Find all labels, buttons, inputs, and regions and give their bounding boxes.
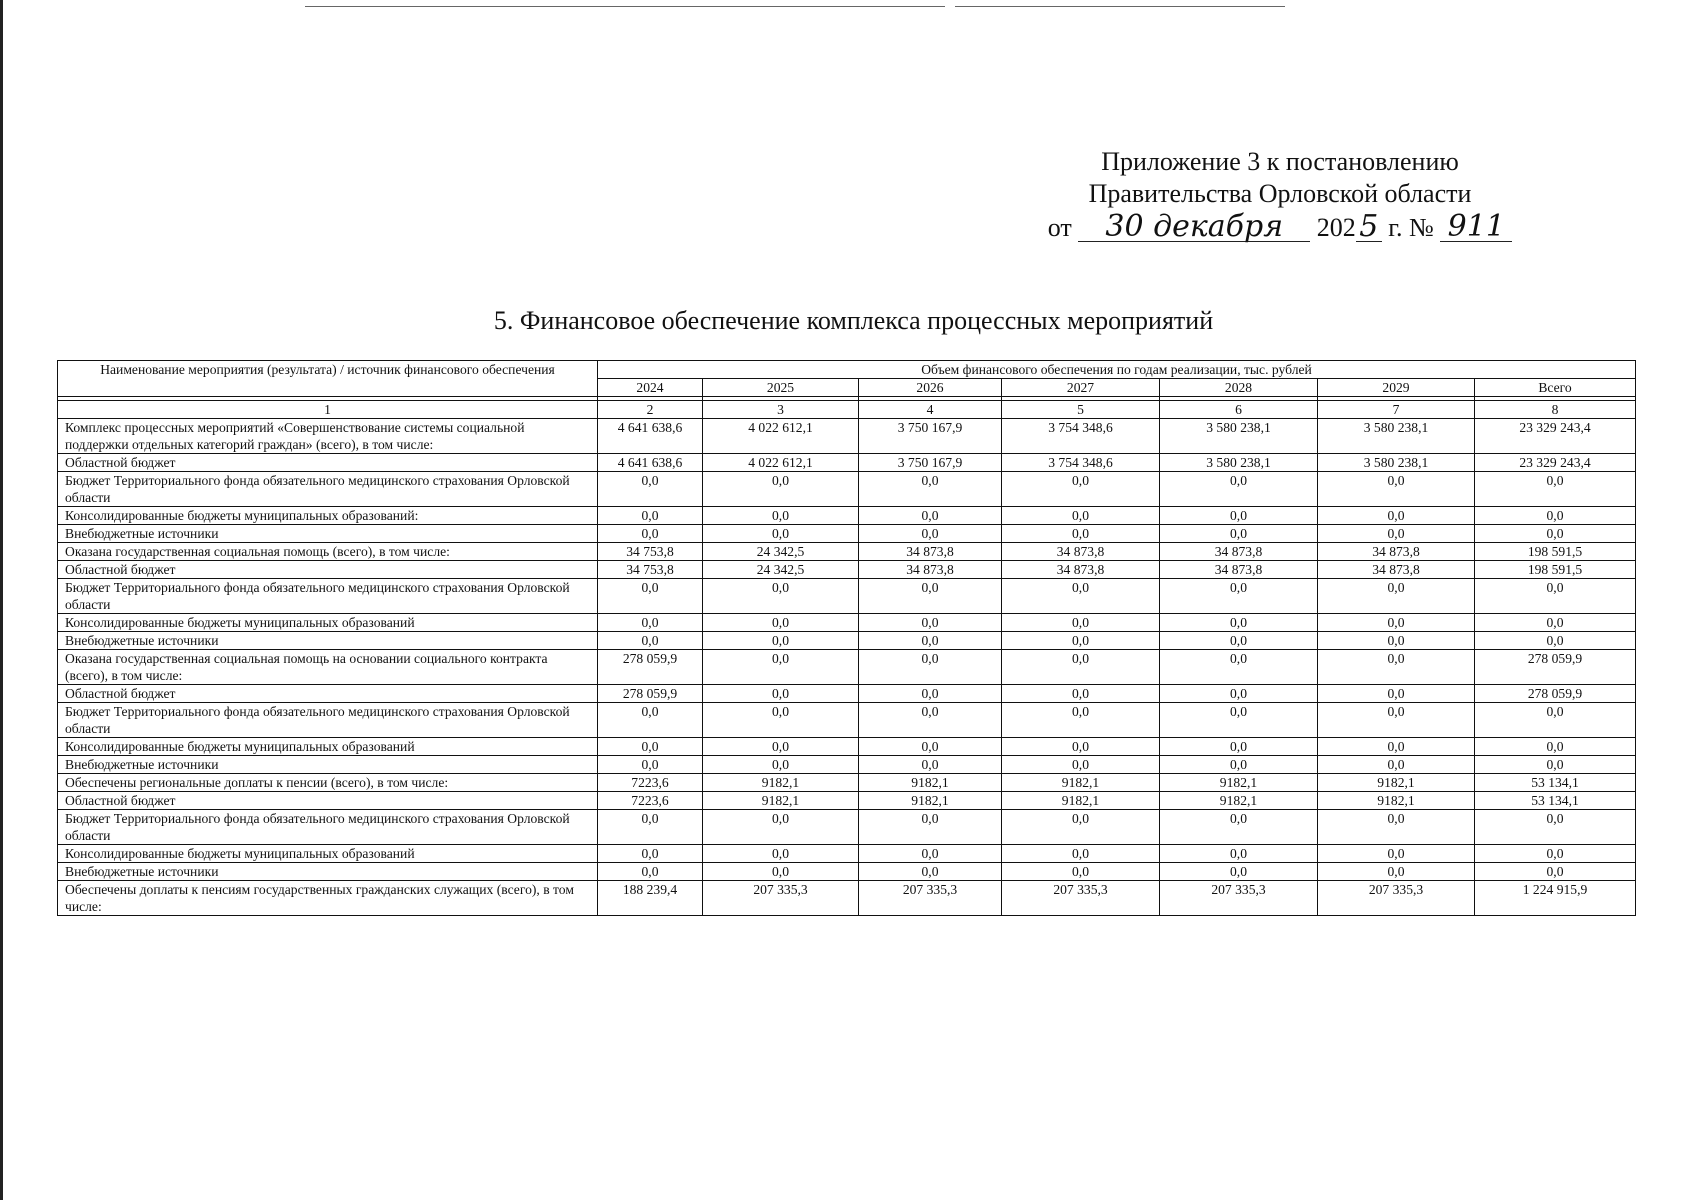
row-value-cell: 3 580 238,1 [1318,419,1475,454]
row-value-cell: 0,0 [1475,756,1636,774]
row-value-cell: 0,0 [1002,810,1160,845]
row-value-cell: 9182,1 [1002,792,1160,810]
row-value-cell: 3 754 348,6 [1002,454,1160,472]
row-value-cell: 207 335,3 [1318,881,1475,916]
row-value-cell: 278 059,9 [598,685,703,703]
appendix-header [1000,146,1560,244]
table-row [58,507,1636,525]
row-value-cell: 0,0 [1475,525,1636,543]
header-row [58,361,1636,379]
row-value-cell: 0,0 [1002,632,1160,650]
header-year-cell: 2029 [1318,379,1475,397]
row-value-cell: 0,0 [703,525,859,543]
row-value-cell: 0,0 [703,703,859,738]
row-name-cell: Бюджет Территориального фонда обязательного медицинского страхования Орловской области [58,810,598,845]
top-rule [955,6,1285,7]
row-value-cell: 0,0 [859,738,1002,756]
row-value-cell: 34 753,8 [598,543,703,561]
row-name-cell: Областной бюджет [58,454,598,472]
row-value-cell: 207 335,3 [1160,881,1318,916]
row-value-cell: 0,0 [859,579,1002,614]
row-value-cell: 0,0 [703,845,859,863]
row-value-cell: 0,0 [598,756,703,774]
row-value-cell: 0,0 [703,650,859,685]
row-value-cell: 24 342,5 [703,561,859,579]
table-row [58,863,1636,881]
row-value-cell: 34 873,8 [859,543,1002,561]
financing-table [57,360,1636,916]
row-value-cell: 0,0 [703,756,859,774]
header-year-cell: 2028 [1160,379,1318,397]
row-value-cell: 0,0 [703,810,859,845]
row-value-cell: 0,0 [1475,863,1636,881]
row-value-cell: 0,0 [1318,614,1475,632]
row-value-cell: 0,0 [1475,738,1636,756]
row-value-cell: 0,0 [859,810,1002,845]
row-value-cell: 0,0 [1318,863,1475,881]
row-value-cell: 3 580 238,1 [1160,419,1318,454]
row-value-cell: 3 754 348,6 [1002,419,1160,454]
header-year-cell: 2024 [598,379,703,397]
row-name-cell: Внебюджетные источники [58,525,598,543]
row-name-cell: Обеспечены региональные доплаты к пенсии (всего), в том числе: [58,774,598,792]
header-year-cell: 2026 [859,379,1002,397]
row-value-cell: 0,0 [1318,703,1475,738]
row-value-cell: 207 335,3 [859,881,1002,916]
row-value-cell: 0,0 [1002,685,1160,703]
row-value-cell: 34 873,8 [1318,543,1475,561]
row-value-cell: 0,0 [1160,525,1318,543]
row-value-cell: 0,0 [1475,472,1636,507]
row-value-cell: 0,0 [598,579,703,614]
table-row [58,419,1636,454]
table-row [58,756,1636,774]
row-name-cell: Комплекс процессных мероприятий «Совершенствование системы социальной поддержки отдельных категорий граждан» (всего), в том числе: [58,419,598,454]
row-value-cell: 34 753,8 [598,561,703,579]
row-name-cell: Бюджет Территориального фонда обязательного медицинского страхования Орловской области [58,579,598,614]
table-row [58,543,1636,561]
row-value-cell: 9182,1 [1160,792,1318,810]
row-value-cell: 0,0 [703,738,859,756]
index-cell: 1 [58,401,598,419]
row-value-cell: 3 750 167,9 [859,419,1002,454]
row-value-cell: 0,0 [1475,810,1636,845]
row-value-cell: 4 022 612,1 [703,419,859,454]
row-value-cell: 9182,1 [1318,774,1475,792]
row-value-cell: 0,0 [859,650,1002,685]
table-row [58,845,1636,863]
header-total-cell: Всего [1475,379,1636,397]
row-value-cell: 0,0 [703,507,859,525]
row-value-cell: 3 580 238,1 [1318,454,1475,472]
row-value-cell: 278 059,9 [598,650,703,685]
row-value-cell: 207 335,3 [1002,881,1160,916]
index-cell: 3 [703,401,859,419]
row-name-cell: Бюджет Территориального фонда обязательного медицинского страхования Орловской области [58,472,598,507]
row-name-cell: Областной бюджет [58,561,598,579]
row-value-cell: 0,0 [703,579,859,614]
row-value-cell: 3 580 238,1 [1160,454,1318,472]
row-value-cell: 0,0 [1002,738,1160,756]
row-value-cell: 9182,1 [1160,774,1318,792]
row-value-cell: 0,0 [1002,703,1160,738]
row-name-cell: Оказана государственная социальная помощь (всего), в том числе: [58,543,598,561]
row-value-cell: 34 873,8 [1160,543,1318,561]
table-row [58,525,1636,543]
row-value-cell: 0,0 [1002,614,1160,632]
row-value-cell: 9182,1 [1002,774,1160,792]
row-value-cell: 0,0 [1002,863,1160,881]
row-value-cell: 0,0 [1160,685,1318,703]
row-value-cell: 0,0 [1160,756,1318,774]
row-value-cell: 0,0 [598,738,703,756]
row-value-cell: 188 239,4 [598,881,703,916]
table-row [58,792,1636,810]
row-value-cell: 0,0 [1002,507,1160,525]
row-value-cell: 207 335,3 [703,881,859,916]
row-value-cell: 1 224 915,9 [1475,881,1636,916]
row-value-cell: 9182,1 [703,792,859,810]
handwritten-number: 911 [1440,213,1512,242]
row-value-cell: 0,0 [1002,845,1160,863]
row-value-cell: 0,0 [1475,845,1636,863]
row-value-cell: 0,0 [1002,525,1160,543]
row-value-cell: 0,0 [598,507,703,525]
row-value-cell: 0,0 [703,685,859,703]
index-cell: 2 [598,401,703,419]
appendix-dateline [1000,209,1560,244]
row-value-cell: 0,0 [598,614,703,632]
year-prefix: 202 [1316,213,1356,242]
top-rule [305,6,945,7]
row-value-cell: 34 873,8 [1318,561,1475,579]
row-value-cell: 0,0 [1160,845,1318,863]
index-cell: 7 [1318,401,1475,419]
row-value-cell: 0,0 [1160,614,1318,632]
row-value-cell: 0,0 [1475,614,1636,632]
table-row [58,579,1636,614]
row-value-cell: 0,0 [1475,507,1636,525]
row-value-cell: 0,0 [703,472,859,507]
table-row [58,774,1636,792]
row-value-cell: 0,0 [859,525,1002,543]
row-value-cell: 0,0 [1318,579,1475,614]
row-value-cell: 0,0 [859,863,1002,881]
row-value-cell: 0,0 [1160,863,1318,881]
row-value-cell: 0,0 [859,845,1002,863]
row-value-cell: 0,0 [1160,738,1318,756]
row-value-cell: 0,0 [598,810,703,845]
table-row [58,632,1636,650]
document-title: 5. Финансовое обеспечение комплекса процессных мероприятий [493,306,1214,335]
row-value-cell: 24 342,5 [703,543,859,561]
row-value-cell: 0,0 [703,632,859,650]
row-name-cell: Бюджет Территориального фонда обязательного медицинского страхования Орловской области [58,703,598,738]
row-value-cell: 0,0 [859,703,1002,738]
row-value-cell: 53 134,1 [1475,792,1636,810]
row-value-cell: 3 750 167,9 [859,454,1002,472]
row-value-cell: 0,0 [1318,525,1475,543]
index-cell: 6 [1160,401,1318,419]
handwritten-date: 30 декабря [1078,213,1310,242]
table-body [58,397,1636,916]
table-row [58,703,1636,738]
row-value-cell: 0,0 [1475,632,1636,650]
row-value-cell: 278 059,9 [1475,685,1636,703]
row-value-cell: 53 134,1 [1475,774,1636,792]
row-value-cell: 0,0 [1160,703,1318,738]
table-row [58,472,1636,507]
row-value-cell: 0,0 [859,472,1002,507]
row-value-cell: 0,0 [1318,810,1475,845]
index-cell: 4 [859,401,1002,419]
table-row [58,561,1636,579]
row-value-cell: 23 329 243,4 [1475,419,1636,454]
row-value-cell: 0,0 [1475,579,1636,614]
row-value-cell: 0,0 [1160,579,1318,614]
column-index-row [58,401,1636,419]
row-name-cell: Внебюджетные источники [58,756,598,774]
appendix-line-2: Правительства Орловской области [1088,179,1472,208]
row-value-cell: 0,0 [598,632,703,650]
row-name-cell: Внебюджетные источники [58,632,598,650]
row-value-cell: 9182,1 [703,774,859,792]
row-value-cell: 4 022 612,1 [703,454,859,472]
header-year-cell: 2027 [1002,379,1160,397]
row-name-cell: Консолидированные бюджеты муниципальных образований [58,738,598,756]
row-value-cell: 0,0 [1002,650,1160,685]
index-cell: 8 [1475,401,1636,419]
row-value-cell: 7223,6 [598,774,703,792]
header-year-cell: 2025 [703,379,859,397]
row-value-cell: 0,0 [598,863,703,881]
row-value-cell: 0,0 [1318,472,1475,507]
from-label: от [1047,213,1072,242]
row-value-cell: 0,0 [598,525,703,543]
row-name-cell: Оказана государственная социальная помощь на основании социального контракта (всего), в том числе: [58,650,598,685]
table-row [58,881,1636,916]
row-value-cell: 0,0 [859,614,1002,632]
table-row [58,810,1636,845]
row-value-cell: 0,0 [859,685,1002,703]
row-name-cell: Обеспечены доплаты к пенсиям государственных гражданских служащих (всего), в том числе: [58,881,598,916]
row-value-cell: 34 873,8 [859,561,1002,579]
row-value-cell: 0,0 [1318,685,1475,703]
row-value-cell: 0,0 [1318,507,1475,525]
row-value-cell: 23 329 243,4 [1475,454,1636,472]
row-value-cell: 198 591,5 [1475,561,1636,579]
row-name-cell: Консолидированные бюджеты муниципальных образований: [58,507,598,525]
table-row [58,650,1636,685]
number-label: г. № [1388,213,1434,242]
row-value-cell: 0,0 [1318,738,1475,756]
row-value-cell: 4 641 638,6 [598,454,703,472]
row-value-cell: 0,0 [1160,507,1318,525]
row-value-cell: 34 873,8 [1160,561,1318,579]
row-value-cell: 198 591,5 [1475,543,1636,561]
row-value-cell: 0,0 [1318,756,1475,774]
row-value-cell: 4 641 638,6 [598,419,703,454]
row-value-cell: 34 873,8 [1002,561,1160,579]
row-value-cell: 0,0 [1160,650,1318,685]
table-row [58,738,1636,756]
row-value-cell: 0,0 [1160,810,1318,845]
row-value-cell: 0,0 [859,632,1002,650]
row-name-cell: Внебюджетные источники [58,863,598,881]
row-value-cell: 0,0 [703,614,859,632]
row-name-cell: Консолидированные бюджеты муниципальных образований [58,614,598,632]
row-value-cell: 0,0 [1475,703,1636,738]
row-value-cell: 9182,1 [1318,792,1475,810]
row-value-cell: 0,0 [1318,650,1475,685]
row-name-cell: Консолидированные бюджеты муниципальных образований [58,845,598,863]
row-value-cell: 0,0 [1318,632,1475,650]
row-value-cell: 9182,1 [859,792,1002,810]
row-value-cell: 0,0 [1318,845,1475,863]
row-value-cell: 0,0 [1160,632,1318,650]
row-value-cell: 0,0 [598,703,703,738]
row-value-cell: 0,0 [859,507,1002,525]
row-value-cell: 0,0 [703,863,859,881]
row-value-cell: 0,0 [598,845,703,863]
row-value-cell: 9182,1 [859,774,1002,792]
handwritten-year-digit: 5 [1356,213,1382,242]
row-value-cell: 278 059,9 [1475,650,1636,685]
row-name-cell: Областной бюджет [58,685,598,703]
table-row [58,685,1636,703]
row-value-cell: 0,0 [1002,472,1160,507]
header-name-cell: Наименование мероприятия (результата) / источник финансового обеспечения [58,361,598,397]
table-row [58,614,1636,632]
scan-edge [0,0,3,1200]
table-row [58,454,1636,472]
row-name-cell: Областной бюджет [58,792,598,810]
index-cell: 5 [1002,401,1160,419]
row-value-cell: 0,0 [1002,579,1160,614]
row-value-cell: 0,0 [1002,756,1160,774]
row-value-cell: 34 873,8 [1002,543,1160,561]
row-value-cell: 0,0 [598,472,703,507]
row-value-cell: 0,0 [859,756,1002,774]
row-value-cell: 7223,6 [598,792,703,810]
row-value-cell: 0,0 [1160,472,1318,507]
appendix-line-1: Приложение 3 к постановлению [1101,147,1459,176]
header-volume-cell: Объем финансового обеспечения по годам реализации, тыс. рублей [598,361,1636,379]
